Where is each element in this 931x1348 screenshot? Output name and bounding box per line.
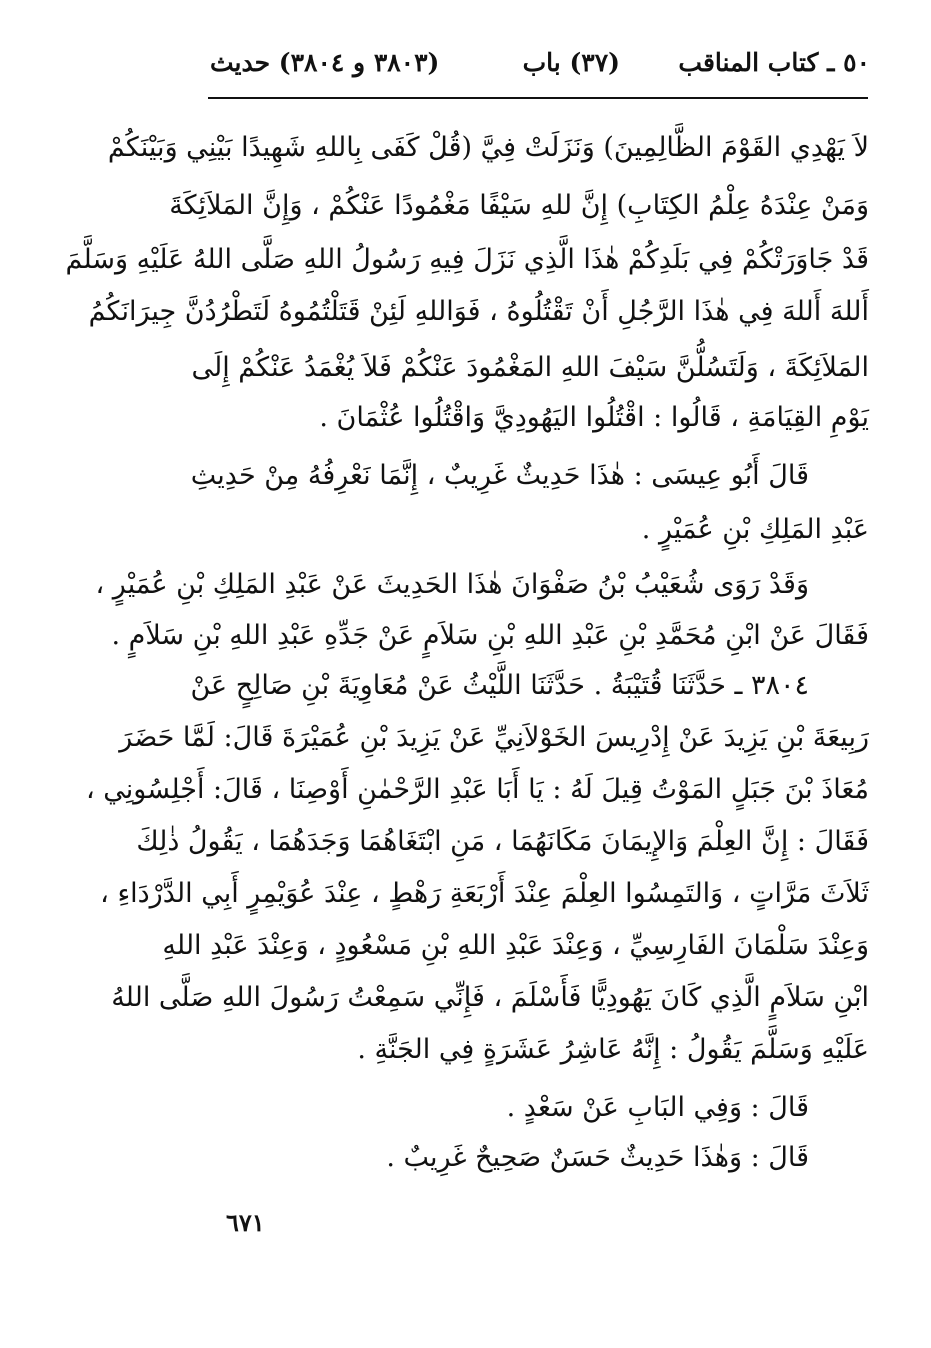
text-line: فَقَالَ عَنْ ابْنِ مُحَمَّدِ بْنِ عَبْدِ اللهِ بْنِ سَلاَمٍ عَنْ جَدِّهِ عَبْدِ اللهِ بْنِ سَلاَمٍ . bbox=[111, 620, 869, 651]
header-hadith-numbers: (٣٨٠٣ و ٣٨٠٤) حديث bbox=[210, 48, 440, 77]
text-line: وَقَدْ رَوَى شُعَيْبُ بْنُ صَفْوَانَ هٰذَا الحَدِيثَ عَنْ عَبْدِ المَلِكِ بْنِ عُمَيْرٍ ، bbox=[95, 569, 809, 600]
hadith-start-line: ٣٨٠٤ ـ حَدَّثَنَا قُتَيْبَةُ . حَدَّثَنَا اللَّيْثُ عَنْ مُعَاوِيَةَ بْنِ صَالِحٍ عَنْ bbox=[190, 670, 809, 701]
text-line: قَالَ أَبُو عِيسَى : هٰذَا حَدِيثٌ غَرِيبٌ ، إِنَّمَا نَعْرِفُهُ مِنْ حَدِيثِ bbox=[190, 460, 809, 491]
text-line: وَعِنْدَ سَلْمَانَ الفَارِسِيِّ ، وَعِنْدَ عَبْدِ اللهِ بْنِ مَسْعُودٍ ، وَعِنْدَ عَبْدِ اللهِ bbox=[162, 930, 869, 961]
header-chapter: (٣٧) باب bbox=[522, 48, 620, 77]
page-number: ٦٧١ bbox=[226, 1208, 265, 1237]
text-line: فَقَالَ : إِنَّ العِلْمَ وَالإِيمَانَ مَكَانَهُمَا ، مَنِ ابْتَغَاهُمَا وَجَدَهُمَا ، يَقُولُ ذٰلِكَ bbox=[136, 826, 869, 857]
text-line: وَمَنْ عِنْدَهُ عِلْمُ الكِتَابِ) إِنَّ للهِ سَيْفًا مَغْمُودًا عَنْكُمْ ، وَإِنَّ المَلاَئِكَةَ bbox=[169, 190, 869, 221]
text-line: مُعَاذَ بْنَ جَبَلٍ المَوْتُ قِيلَ لَهُ : يَا أَبَا عَبْدِ الرَّحْمٰنِ أَوْصِنَا ، قَالَ: أَجْلِسُونِي ، bbox=[85, 774, 869, 805]
text-line: ابْنِ سَلاَمٍ الَّذِي كَانَ يَهُودِيًّا فَأَسْلَمَ ، فَإِنِّي سَمِعْتُ رَسُولَ اللهِ صَلَّى اللهُ bbox=[111, 982, 869, 1013]
text-line: ثَلاَثَ مَرَّاتٍ ، وَالتَمِسُوا العِلْمَ عِنْدَ أَرْبَعَةِ رَهْطٍ ، عِنْدَ عُوَيْمِرٍ أَبِي الدَّرْدَاءِ ، bbox=[100, 878, 869, 909]
header-book-title: ٥٠ ـ كتاب المناقب bbox=[678, 48, 870, 77]
text-line: عَلَيْهِ وَسَلَّمَ يَقُولُ : إِنَّهُ عَاشِرُ عَشَرَةٍ فِي الجَنَّةِ . bbox=[357, 1034, 869, 1065]
text-line: المَلاَئِكَةَ ، وَلَتَسُلُّنَّ سَيْفَ اللهِ المَغْمُودَ عَنْكُمْ فَلاَ يُغْمَدُ عَنْكُمْ إِلَى bbox=[191, 352, 869, 383]
text-line: قَدْ جَاوَرَتْكُمْ فِي بَلَدِكُمْ هٰذَا الَّذِي نَزَلَ فِيهِ رَسُولُ اللهِ صَلَّى اللهُ عَلَيْهِ وَسَلَّمَ bbox=[65, 244, 869, 275]
text-line: قَالَ : وَهٰذَا حَدِيثٌ حَسَنٌ صَحِيحٌ غَرِيبٌ . bbox=[386, 1142, 809, 1173]
header-divider bbox=[208, 97, 868, 99]
text-line: لاَ يَهْدِي القَوْمَ الظَّالِمِينَ) وَنَزَلَتْ فِيَّ (قُلْ كَفَى بِاللهِ شَهِيدًا بَيْنِي وَبَيْنَكُمْ bbox=[107, 132, 869, 163]
text-line: قَالَ : وَفِي البَابِ عَنْ سَعْدٍ . bbox=[506, 1092, 809, 1123]
text-line: أَللهَ أَللهَ فِي هٰذَا الرَّجُلِ أَنْ تَقْتُلُوهُ ، فَوَاللهِ لَئِنْ قَتَلْتُمُوهُ لَتَطْرُدُنَّ جِيرَانَكُمُ bbox=[88, 296, 869, 327]
text-line: عَبْدِ المَلِكِ بْنِ عُمَيْرٍ . bbox=[641, 514, 869, 545]
page-header bbox=[210, 40, 870, 92]
text-line: يَوْمِ القِيَامَةِ ، قَالُوا : اقْتُلُوا اليَهُودِيَّ وَاقْتُلُوا عُثْمَانَ . bbox=[319, 402, 869, 433]
text-line: رَبِيعَةَ بْنِ يَزِيدَ عَنْ إِدْرِيسَ الخَوْلاَنِيِّ عَنْ يَزِيدَ بْنِ عُمَيْرَةَ قَالَ: لَمَّا حَضَرَ bbox=[119, 722, 869, 753]
